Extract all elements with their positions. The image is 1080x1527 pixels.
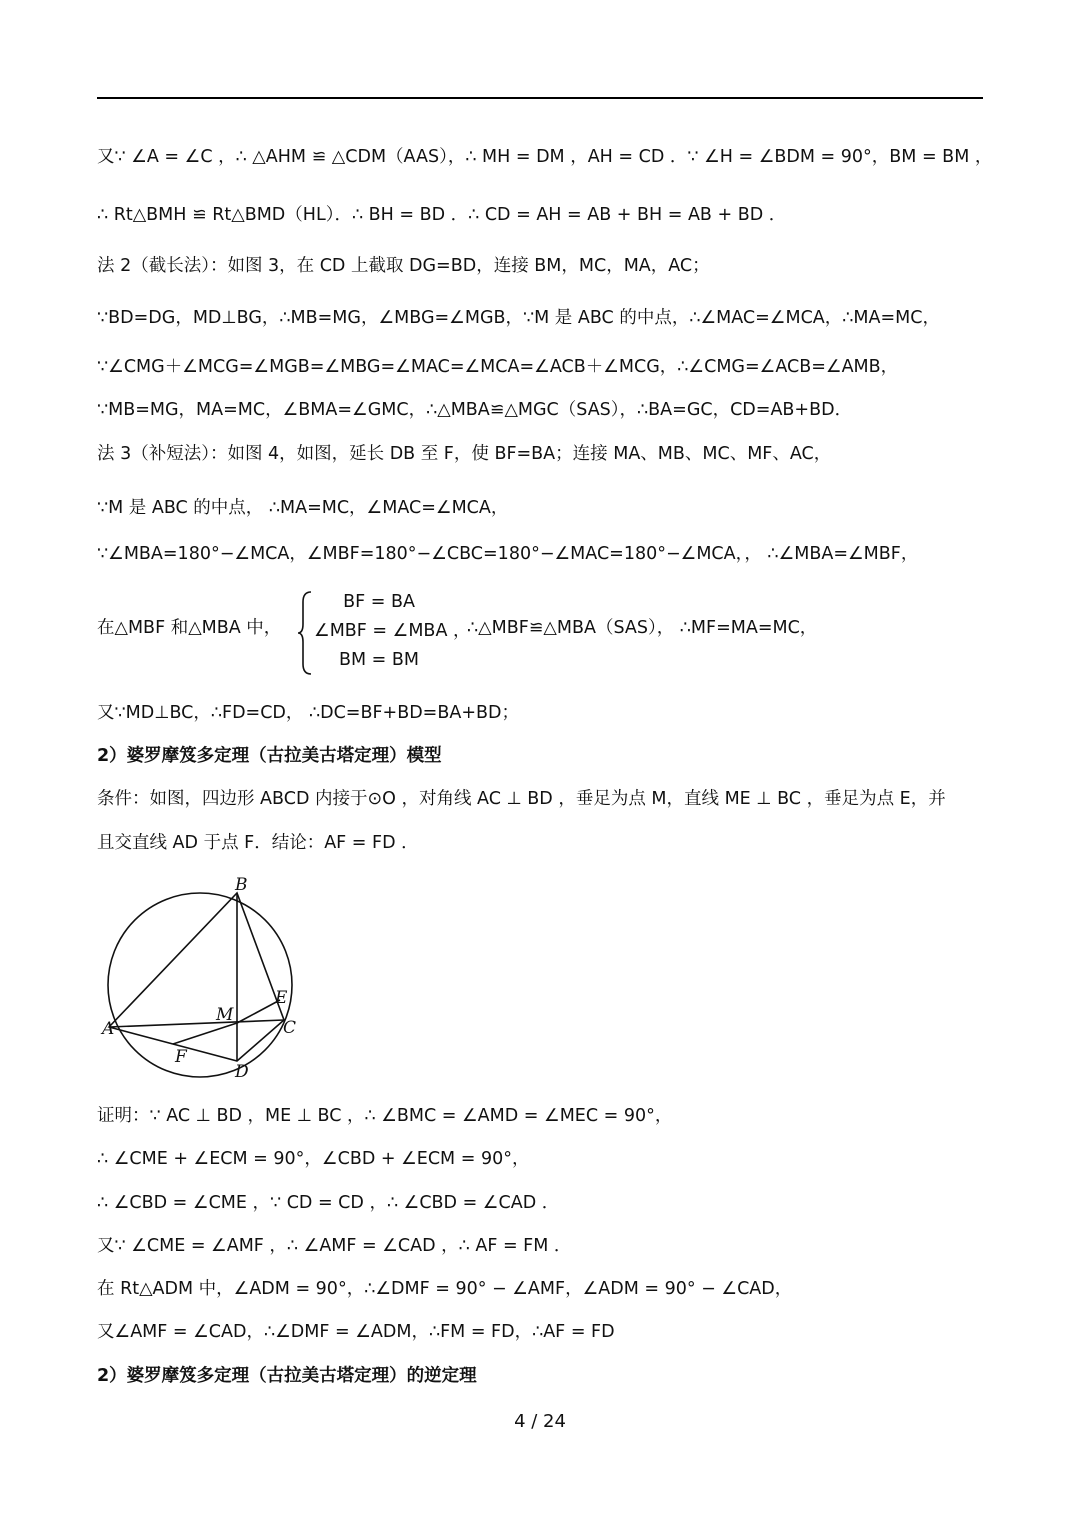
text-line-6: ∵MB=MG，MA=MC，∠BMA=∠GMC，∴△MBA≌△MGC（SAS），∴BA=GC，CD=AB+BD． bbox=[97, 400, 853, 420]
label-d: D bbox=[235, 1062, 249, 1082]
label-c: C bbox=[283, 1018, 297, 1038]
condition-line-1: 条件：如图，四边形 ABCD 内接于⊙O ，对角线 AC ⊥ BD ，垂足为点 M，直线 ME ⊥ BC ，垂足为点 E，并 bbox=[97, 789, 946, 809]
system-row-2: ∠MBF = ∠MBA ， bbox=[314, 621, 471, 641]
proof-line-1: 证明：∵ AC ⊥ BD ，ME ⊥ BC ，∴ ∠BMC = ∠AMD = ∠MEC = 90°， bbox=[97, 1106, 673, 1126]
label-a: A bbox=[102, 1019, 115, 1039]
system-lead: 在△MBF 和△MBA 中， bbox=[97, 618, 282, 638]
text-line-method3: 法 3（补短法）：如图 4，如图，延长 DB 至 F，使 BF=BA；连接 MA、MB、MC、MF、AC， bbox=[97, 444, 832, 464]
label-f: F bbox=[175, 1047, 187, 1067]
text-line-4: ∵BD=DG，MD⊥BG，∴MB=MG，∠MBG=∠MGB，∵M 是 ABC 的中点，∴∠MAC=∠MCA，∴MA=MC， bbox=[97, 308, 940, 328]
diagonal-ac bbox=[109, 1020, 284, 1027]
geometry-figure bbox=[98, 870, 308, 1085]
text-line-2: ∴ Rt△BMH ≌ Rt△BMD（HL）．∴ BH = BD ．∴ CD = AH = AB + BH = AB + BD ． bbox=[97, 205, 787, 225]
proof-line-5: 在 Rt△ADM 中，∠ADM = 90°，∴∠DMF = 90° − ∠AMF，∠ADM = 90° − ∠CAD， bbox=[97, 1279, 793, 1299]
label-m: M bbox=[216, 1005, 234, 1025]
text-line-9: ∵∠MBA=180°−∠MCA，∠MBF=180°−∠CBC=180°−∠MAC=180°−∠MCA，， ∴∠MBA=∠MBF， bbox=[97, 544, 919, 564]
system-row-3: BM = BM bbox=[339, 650, 419, 670]
system-row-1: BF = BA bbox=[343, 592, 415, 612]
text-line-8: ∵M 是 ABC 的中点， ∴MA=MC，∠MAC=∠MCA， bbox=[97, 498, 509, 518]
proof-line-4: 又∵ ∠CME = ∠AMF ，∴ ∠AMF = ∠CAD ，∴ AF = FM ． bbox=[97, 1236, 572, 1256]
system-rows bbox=[314, 588, 471, 675]
label-e: E bbox=[275, 988, 288, 1008]
line-mf bbox=[173, 1023, 237, 1044]
line-me bbox=[237, 1000, 280, 1023]
text-line-5: ∵∠CMG＋∠MCG=∠MGB=∠MBG=∠MAC=∠MCA=∠ACB＋∠MCG，∴∠CMG=∠ACB=∠AMB， bbox=[97, 357, 899, 377]
left-brace-icon bbox=[297, 590, 313, 676]
equation-system bbox=[97, 588, 997, 678]
section-heading-2: 2）婆罗摩笈多定理（古拉美古塔定理）的逆定理 bbox=[97, 1366, 477, 1386]
system-conclusion: ∴△MBF≌△MBA（SAS）， ∴MF=MA=MC， bbox=[467, 618, 818, 638]
page-number: 4 / 24 bbox=[514, 1411, 566, 1432]
text-line-method2: 法 2（截长法）：如图 3，在 CD 上截取 DG=BD，连接 BM，MC，MA，AC； bbox=[97, 256, 710, 276]
header-rule bbox=[97, 97, 983, 99]
proof-line-2: ∴ ∠CME + ∠ECM = 90°，∠CBD + ∠ECM = 90°， bbox=[97, 1149, 530, 1169]
section-heading-1: 2）婆罗摩笈多定理（古拉美古塔定理）模型 bbox=[97, 746, 442, 766]
text-line-1: 又∵ ∠A = ∠C ，∴ △AHM ≌ △CDM（AAS），∴ MH = DM ，AH = CD ．∵ ∠H = ∠BDM = 90°，BM = BM ， bbox=[97, 147, 993, 167]
circle-o bbox=[108, 893, 292, 1077]
proof-line-6: 又∠AMF = ∠CAD，∴∠DMF = ∠ADM，∴FM = FD，∴AF = FD bbox=[97, 1322, 615, 1342]
condition-line-2: 且交直线 AD 于点 F．结论：AF = FD ． bbox=[97, 833, 419, 853]
label-b: B bbox=[235, 875, 248, 895]
text-line-10: 又∵MD⊥BC，∴FD=CD， ∴DC=BF+BD=BA+BD； bbox=[97, 703, 519, 723]
proof-line-3: ∴ ∠CBD = ∠CME ，∵ CD = CD ，∴ ∠CBD = ∠CAD ． bbox=[97, 1193, 560, 1213]
